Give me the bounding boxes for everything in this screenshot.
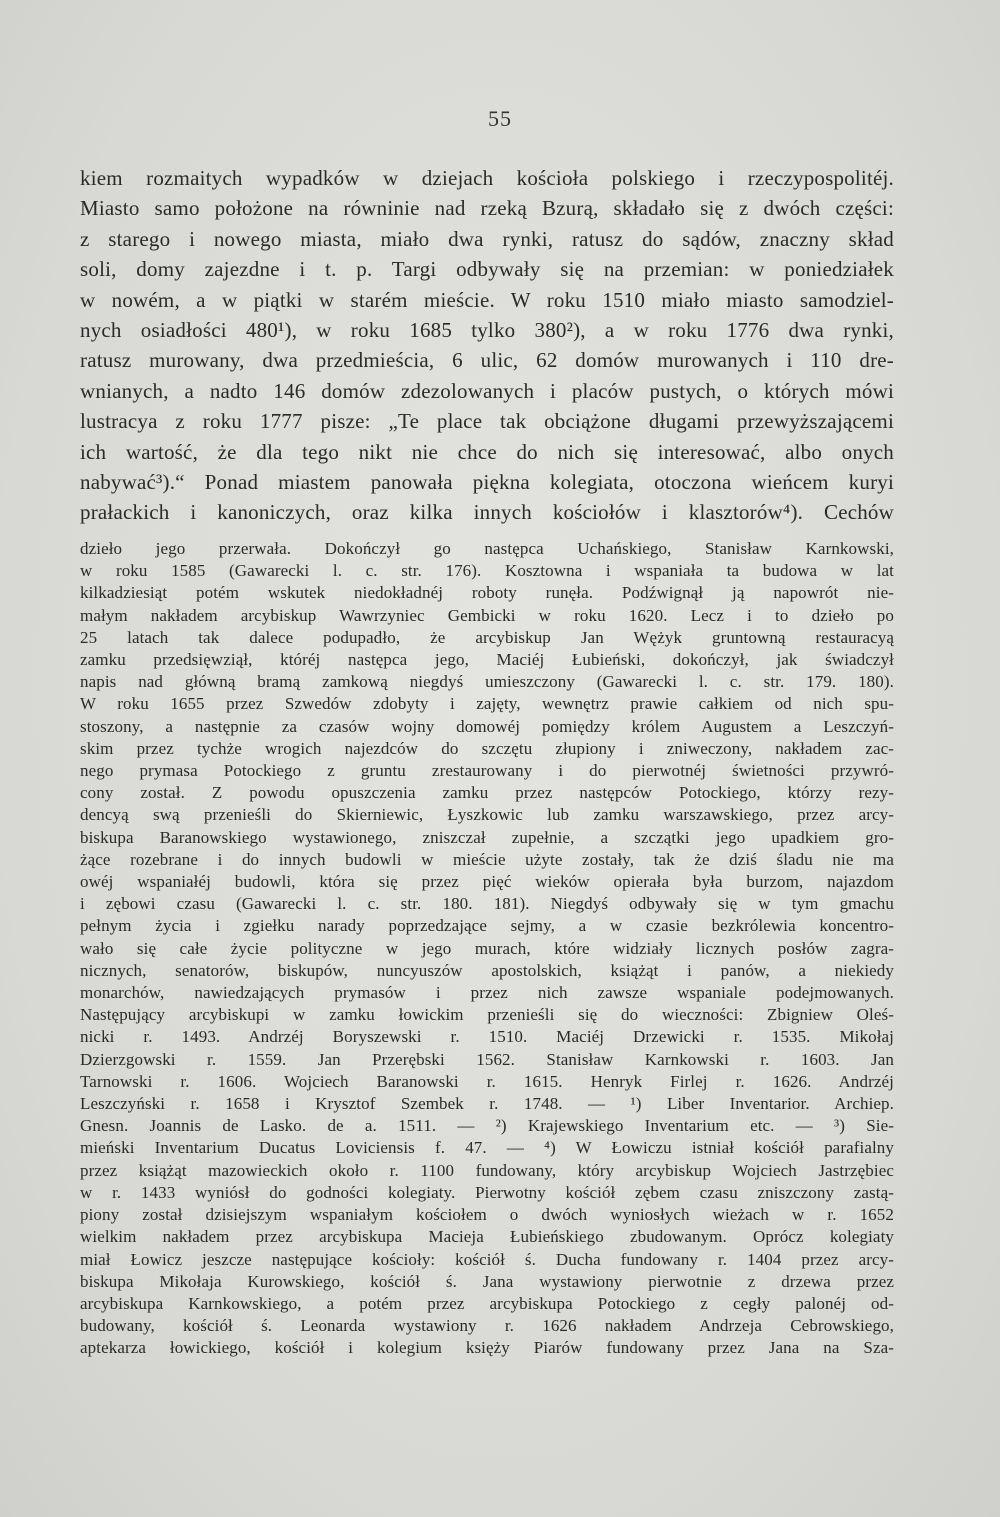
- footnote-line: Dzierzgowski r. 1559. Jan Przerębski 1562. Stanisław Karnkowski r. 1603. Jan: [80, 1049, 894, 1069]
- main-text-line: nabywać³).“ Ponad miastem panowała piękna kolegiata, otoczona wieńcem kuryi: [80, 470, 894, 495]
- footnote-line: budowany, kościół ś. Leonarda wystawiony r. 1626 nakładem Andrzeja Cebrowskiego,: [80, 1316, 894, 1336]
- page-number: 55: [488, 106, 512, 131]
- footnote-line: pełnym życia i zgiełku narady poprzedzające sejmy, a w czasie bezkrólewia koncentro-: [80, 916, 894, 936]
- footnote-line: Leszczyński r. 1658 i Krysztof Szembek r. 1748. — ¹) Liber Inventarior. Archiep.: [80, 1094, 894, 1114]
- footnote-line: małym nakładem arcybiskup Wawrzyniec Gembicki w roku 1620. Lecz i to dzieło po: [80, 605, 894, 625]
- footnote-line: w r. 1433 wyniósł do godności kolegiaty. Pierwotny kościół zębem czasu zniszczony zastą-: [80, 1182, 894, 1202]
- footnote-line: W roku 1655 przez Szwedów zdobyty i zajęty, wewnętrz prawie całkiem od nich spu-: [80, 694, 894, 714]
- footnote-line: zamku przedsięwziął, któréj następca jego, Maciéj Łubieński, dokończył, jak świadczył: [80, 650, 894, 670]
- footnote-line: mieński Inventarium Ducatus Loviciensis f. 47. — ⁴) W Łowiczu istniał kościół parafialny: [80, 1138, 894, 1158]
- footnote-line: biskupa Mikołaja Kurowskiego, kościół ś. Jana wystawiony pierwotnie z drzewa przez: [80, 1271, 894, 1291]
- footnote-line: arcybiskupa Karnkowskiego, a potém przez arcybiskupa Potockiego z cegły palonéj od-: [80, 1293, 894, 1313]
- footnote-line: stoszony, a następnie za czasów wojny domowéj pomiędzy królem Augustem a Leszczyń-: [80, 716, 894, 736]
- footnote-line: napis nad główną bramą zamkową niegdyś umieszczony (Gawarecki l. c. str. 179. 180).: [80, 672, 894, 692]
- footnote-line: biskupa Baranowskiego wystawionego, zniszczał zupełnie, a szczątki jego upadkiem gro-: [80, 827, 894, 847]
- main-text-line: lustracya z roku 1777 pisze: „Te place tak obciążone długami przewyższającemi: [80, 409, 894, 434]
- main-text-line: Miasto samo położone na równinie nad rzeką Bzurą, składało się z dwóch części:: [80, 196, 894, 221]
- footnote-line: dencyą swą przenieśli do Skierniewic, Łyszkowic lub zamku warszawskiego, przez arcy-: [80, 805, 894, 825]
- footnote-line: nego prymasa Potockiego z gruntu zrestaurowany i do pierwotnéj świetności przywró-: [80, 761, 894, 781]
- footnote-line: miał Łowicz jeszcze następujące kościoły: kościół ś. Ducha fundowany r. 1404 przez arcy-: [80, 1249, 894, 1269]
- main-text-line: nych osiadłości 480¹), w roku 1685 tylko 380²), a w roku 1776 dwa rynki,: [80, 318, 894, 343]
- footnote-line: monarchów, nawiedzających prymasów i przez nich zawsze wspaniale podejmowanych.: [80, 983, 894, 1003]
- footnote-line: Tarnowski r. 1606. Wojciech Baranowski r. 1615. Henryk Firlej r. 1626. Andrzéj: [80, 1071, 894, 1091]
- footnote-line: w roku 1585 (Gawarecki l. c. str. 176). Kosztowna i wspaniała ta budowa w lat: [80, 561, 894, 581]
- footnote-line: przez książąt mazowieckich około r. 1100 fundowany, który arcybiskup Wojciech Jastrzębiec: [80, 1160, 894, 1180]
- footnote-line: nicki r. 1493. Andrzéj Boryszewski r. 1510. Maciéj Drzewicki r. 1535. Mikołaj: [80, 1027, 894, 1047]
- main-text-line: kiem rozmaitych wypadków w dziejach kościoła polskiego i rzeczypospolitéj.: [80, 166, 894, 190]
- footnote-line: cony został. Z powodu opuszczenia zamku przez następców Potockiego, którzy rezy-: [80, 783, 894, 803]
- footnote-line: skim przez tychże wrogich najezdców do szczętu złupiony i zniweczony, nakładem zac-: [80, 738, 894, 758]
- footnote-line: wielkim nakładem przez arcybiskupa Macieja Łubieńskiego zbudowanym. Oprócz kolegiaty: [80, 1227, 894, 1247]
- main-text-line: ratusz murowany, dwa przedmieścia, 6 ulic, 62 domów murowanych i 110 dre-: [80, 348, 894, 373]
- footnote-line: Następujący arcybiskupi w zamku łowickim przenieśli się do wieczności: Zbigniew Oleś-: [80, 1005, 894, 1025]
- footnote-line: aptekarza łowickiego, kościół i kolegium księży Piarów fundowany przez Jana na Sza-: [80, 1338, 894, 1358]
- main-text-line: prałackich i kanoniczych, oraz kilka innych kościołów i klasztorów⁴). Cechów: [80, 500, 894, 525]
- main-text-line: z starego i nowego miasta, miało dwa rynki, ratusz do sądów, znaczny skład: [80, 226, 894, 251]
- footnote-line: piony został dzisiejszym wspaniałym kościołem o dwóch wyniosłych wieżach w r. 1652: [80, 1205, 894, 1225]
- main-text-line: w nowém, a w piątki w starém mieście. W roku 1510 miało miasto samodziel-: [80, 287, 894, 312]
- footnote-line: wało się całe życie polityczne w jego murach, które widziały licznych posłów zagra-: [80, 938, 894, 958]
- footnote-line: Gnesn. Joannis de Lasko. de a. 1511. — ²) Krajewskiego Inventarium etc. — ³) Sie-: [80, 1116, 894, 1136]
- main-text-line: wnianych, a nadto 146 domów zdezolowanych i placów pustych, o których mówi: [80, 378, 894, 403]
- footnotes-block: [80, 538, 894, 1360]
- footnote-line: i zębowi czasu (Gawarecki l. c. str. 180. 181). Niegdyś odbywały się w tym gmachu: [80, 894, 894, 914]
- main-text-block: [80, 163, 894, 528]
- footnote-line: 25 latach tak dalece podupadło, że arcybiskup Jan Wężyk gruntowną restauracyą: [80, 627, 894, 647]
- main-text-line: soli, domy zajezdne i t. p. Targi odbywały się na przemian: w poniedziałek: [80, 257, 894, 282]
- footnote-line: żące rozebrane i do innych budowli w mieście użyte zostały, tak że dziś śladu nie ma: [80, 849, 894, 869]
- footnote-line: dzieło jego przerwała. Dokończył go następca Uchańskiego, Stanisław Karnkowski,: [80, 539, 894, 558]
- footnote-line: kilkadziesiąt potém wskutek niedokładnéj roboty runęła. Podźwignął ją napowrót nie-: [80, 583, 894, 603]
- footnote-line: nicznych, senatorów, biskupów, nuncyuszów apostolskich, książąt i panów, a niekiedy: [80, 960, 894, 980]
- footnote-line: owéj wspaniałéj budowli, która się przez pięć wieków opierała była burzom, najazdom: [80, 872, 894, 892]
- main-text-line: ich wartość, że dla tego nikt nie chce do nich się interesować, albo onych: [80, 439, 894, 464]
